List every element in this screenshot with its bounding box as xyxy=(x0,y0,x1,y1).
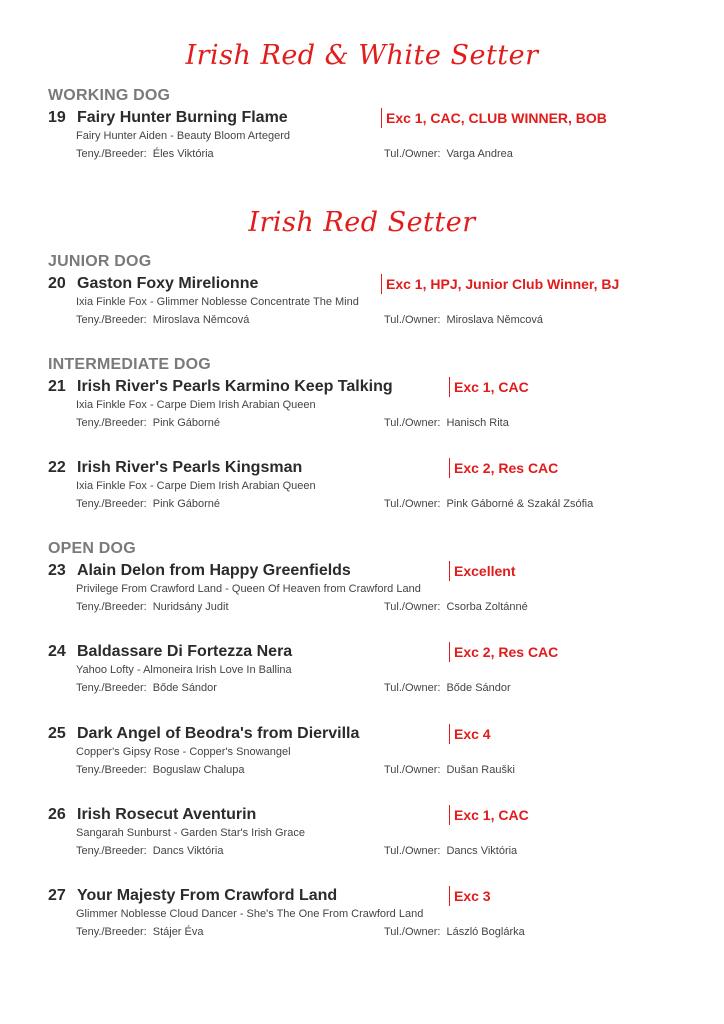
result: Exc 1, HPJ, Junior Club Winner, BJ xyxy=(381,274,619,294)
owner-label: Tul./Owner: xyxy=(384,148,441,160)
breeder xyxy=(76,601,229,613)
owner xyxy=(384,926,525,938)
breeder-value: Miroslava Němcová xyxy=(152,314,250,326)
dog-name: Fairy Hunter Burning Flame xyxy=(77,109,288,126)
owner-label: Tul./Owner: xyxy=(384,682,441,694)
class-title: INTERMEDIATE DOG xyxy=(48,356,211,373)
breeder xyxy=(76,148,214,160)
entry-number: 19 xyxy=(48,109,66,126)
class-title: JUNIOR DOG xyxy=(48,253,152,270)
owner xyxy=(384,764,515,776)
breeder-value: Nuridsány Judit xyxy=(152,601,229,613)
owner-value: Miroslava Němcová xyxy=(446,314,544,326)
dog-name: Baldassare Di Fortezza Nera xyxy=(77,643,293,660)
owner xyxy=(384,845,517,857)
pedigree: Ixia Finkle Fox - Glimmer Noblesse Concentrate The Mind xyxy=(76,296,359,308)
pedigree: Copper's Gipsy Rose - Copper's Snowangel xyxy=(76,746,291,758)
pedigree: Glimmer Noblesse Cloud Dancer - She's The One From Crawford Land xyxy=(76,908,424,920)
pedigree: Sangarah Sunburst - Garden Star's Irish Grace xyxy=(76,827,305,839)
breeder-value: Éles Viktória xyxy=(152,148,214,160)
owner-value: Dušan Rauški xyxy=(446,764,515,776)
breeder-label: Teny./Breeder: xyxy=(76,682,147,694)
dog-name: Gaston Foxy Mirelionne xyxy=(77,275,259,292)
owner-value: Varga Andrea xyxy=(446,148,513,160)
owner-value: László Boglárka xyxy=(446,926,525,938)
dog-name: Irish River's Pearls Karmino Keep Talking xyxy=(77,378,393,395)
entry-number: 24 xyxy=(48,643,66,660)
breeder-label: Teny./Breeder: xyxy=(76,926,147,938)
breeder xyxy=(76,682,217,694)
class-title: WORKING DOG xyxy=(48,87,171,104)
dog-name: Irish Rosecut Aventurin xyxy=(77,806,257,823)
list-item xyxy=(48,806,688,876)
dog-name: Alain Delon from Happy Greenfields xyxy=(77,562,351,579)
list-item xyxy=(48,109,688,179)
breeder-label: Teny./Breeder: xyxy=(76,417,147,429)
class-title: OPEN DOG xyxy=(48,540,136,557)
owner-label: Tul./Owner: xyxy=(384,417,441,429)
breeder-value: Boguslaw Chalupa xyxy=(152,764,245,776)
breeder-value: Bőde Sándor xyxy=(152,682,217,694)
pedigree: Ixia Finkle Fox - Carpe Diem Irish Arabian Queen xyxy=(76,399,316,411)
dog-name: Dark Angel of Beodra's from Diervilla xyxy=(77,725,360,742)
result: Exc 4 xyxy=(449,724,491,744)
owner-label: Tul./Owner: xyxy=(384,498,441,510)
dog-name: Irish River's Pearls Kingsman xyxy=(77,459,303,476)
entry-number: 23 xyxy=(48,562,66,579)
owner-value: Dancs Viktória xyxy=(446,845,518,857)
owner xyxy=(384,417,509,429)
result: Exc 1, CAC xyxy=(449,377,529,397)
breeder xyxy=(76,926,203,938)
owner xyxy=(384,682,511,694)
owner-label: Tul./Owner: xyxy=(384,601,441,613)
owner-label: Tul./Owner: xyxy=(384,314,441,326)
breeder-label: Teny./Breeder: xyxy=(76,148,147,160)
owner-label: Tul./Owner: xyxy=(384,764,441,776)
result: Exc 1, CAC, CLUB WINNER, BOB xyxy=(381,108,607,128)
breeder xyxy=(76,498,220,510)
result: Excellent xyxy=(449,561,515,581)
entry-number: 27 xyxy=(48,887,66,904)
breed-title: Irish Red & White Setter xyxy=(185,40,539,71)
pedigree: Ixia Finkle Fox - Carpe Diem Irish Arabian Queen xyxy=(76,480,316,492)
owner-label: Tul./Owner: xyxy=(384,845,441,857)
owner-value: Csorba Zoltánné xyxy=(446,601,528,613)
entry-number: 21 xyxy=(48,378,66,395)
list-item xyxy=(48,725,688,795)
list-item xyxy=(48,562,688,632)
entry-number: 22 xyxy=(48,459,66,476)
breeder-label: Teny./Breeder: xyxy=(76,845,147,857)
pedigree: Privilege From Crawford Land - Queen Of Heaven from Crawford Land xyxy=(76,583,421,595)
breeder-value: Pink Gáborné xyxy=(152,417,220,429)
breeder xyxy=(76,845,223,857)
entry-number: 20 xyxy=(48,275,66,292)
breeder xyxy=(76,417,220,429)
breed-title: Irish Red Setter xyxy=(248,207,476,238)
owner xyxy=(384,148,513,160)
list-item xyxy=(48,643,688,713)
pedigree: Fairy Hunter Aiden - Beauty Bloom Artegerd xyxy=(76,130,290,142)
result: Exc 1, CAC xyxy=(449,805,529,825)
pedigree: Yahoo Lofty - Almoneira Irish Love In Ballina xyxy=(76,664,292,676)
list-item xyxy=(48,887,688,957)
owner xyxy=(384,314,543,326)
owner xyxy=(384,498,593,510)
breeder-value: Dancs Viktória xyxy=(152,845,224,857)
owner-label: Tul./Owner: xyxy=(384,926,441,938)
breeder-value: Stájer Éva xyxy=(152,926,204,938)
entry-number: 26 xyxy=(48,806,66,823)
breeder-label: Teny./Breeder: xyxy=(76,498,147,510)
breeder-label: Teny./Breeder: xyxy=(76,601,147,613)
result: Exc 2, Res CAC xyxy=(449,458,558,478)
owner-value: Bőde Sándor xyxy=(446,682,511,694)
owner-value: Pink Gáborné & Szakál Zsófia xyxy=(446,498,594,510)
list-item xyxy=(48,378,688,448)
breeder-label: Teny./Breeder: xyxy=(76,764,147,776)
entry-number: 25 xyxy=(48,725,66,742)
breeder-value: Pink Gáborné xyxy=(152,498,220,510)
result: Exc 3 xyxy=(449,886,491,906)
breeder xyxy=(76,764,244,776)
owner-value: Hanisch Rita xyxy=(446,417,509,429)
result: Exc 2, Res CAC xyxy=(449,642,558,662)
list-item xyxy=(48,459,688,529)
breeder-label: Teny./Breeder: xyxy=(76,314,147,326)
list-item xyxy=(48,275,688,345)
dog-name: Your Majesty From Crawford Land xyxy=(77,887,338,904)
breeder xyxy=(76,314,249,326)
owner xyxy=(384,601,528,613)
